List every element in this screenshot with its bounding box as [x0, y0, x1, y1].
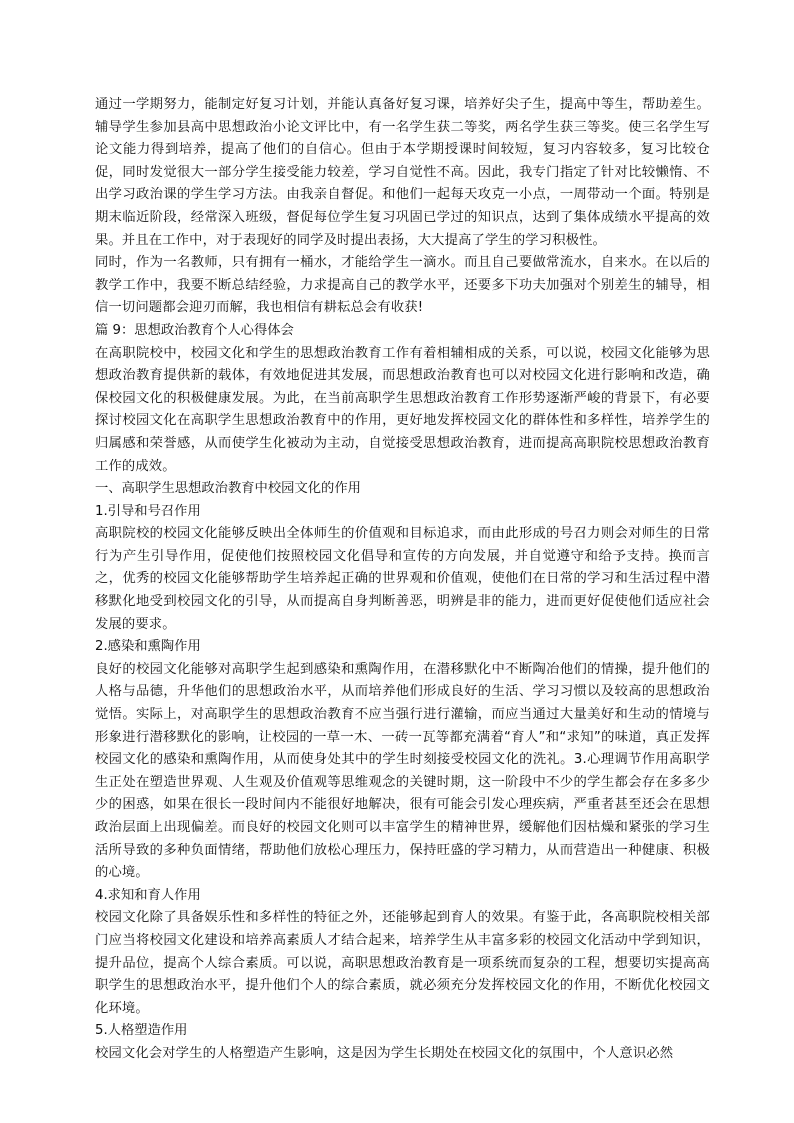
paragraph-influence: 良好的校园文化能够对高职学生起到感染和熏陶作用，在潜移默化中不断陶冶他们的情操，提升他们的人格与品德，升华他们的思想政治水平，从而培养他们形成良好的生活、学习习惯以及较高的思想政治觉悟。实际上，对高职学生的思想政治教育不应当强行进行灌输，而应当通过大量美好和生动的情境与形象进行潜移默化的影响，让校园的一草一木、一砖一瓦等都充满着“育人”和“求知”的味道，真正发挥校园文化的感染和熏陶作用，从而使身处其中的学生时刻接受校园文化的洗礼。3.心理调节作用高职学生正处在塑造世界观、人生观及价值观等思维观念的关键时期，这一阶段中不少的学生都会存在多多少少的困惑，如果在很长一段时间内不能很好地解决，很有可能会引发心理疾病，严重者甚至还会在思想政治层面上出现偏差。而良好的校园文化则可以丰富学生的精神世界，缓解他们因枯燥和紧张的学习生活所导致的多种负面情绪，帮助他们放松心理压力，保持旺盛的学习精力，从而营造出一种健康、积极的心境。 [95, 661, 710, 881]
paragraph-personality: 校园文化会对学生的人格塑造产生影响，这是因为学生长期处在校园文化的氛围中，个人意识必然 [95, 1045, 674, 1061]
section-title-article-9: 篇 9：思想政治教育个人心得体会 [95, 322, 294, 338]
subheading-personality: 5.人格塑造作用 [95, 1023, 188, 1039]
paragraph-intro-campus-culture: 在高职院校中，校园文化和学生的思想政治教育工作有着相辅相成的关系，可以说，校园文化能够为思想政治教育提供新的载体，有效地促进其发展，而思想政治教育也可以对校园文化进行影响和改造，确保校园文化的积极健康发展。为此，在当前高职学生思想政治教育工作形势逐渐严峻的背景下，有必要探讨校园文化在高职学生思想政治教育中的作用，更好地发挥校园文化的群体性和多样性，培养学生的归属感和荣誉感，从而使学生化被动为主动，自觉接受思想政治教育，进而提高高职院校思想政治教育工作的成效。 [95, 345, 710, 474]
subheading-guidance: 1.引导和号召作用 [95, 503, 201, 519]
paragraph-education: 校园文化除了具备娱乐性和多样性的特征之外，还能够起到育人的效果。有鉴于此，各高职院校相关部门应当将校园文化建设和培养高素质人才结合起来，培养学生从丰富多彩的校园文化活动中学到知识，提升品位，提高个人综合素质。可以说，高职思想政治教育是一项系统而复杂的工程，想要切实提高高职学生的思想政治水平，提升他们个人的综合素质，就必须充分发挥校园文化的作用，不断优化校园文化环境。 [95, 910, 710, 1016]
paragraph-guidance: 高职院校的校园文化能够反映出全体师生的价值观和目标追求，而由此形成的号召力则会对师生的日常行为产生引导作用，促使他们按照校园文化倡导和宣传的方向发展，并自觉遵守和给予支持。换而言之，优秀的校园文化能够帮助学生培养起正确的世界观和价值观，使他们在日常的学习和生活过程中潜移默化地受到校园文化的引导，从而提高自身判断善恶，明辨是非的能力，进而更好促使他们适应社会发展的要求。 [95, 526, 710, 632]
heading-role-of-campus-culture: 一、高职学生思想政治教育中校园文化的作用 [95, 481, 361, 497]
subheading-education: 4.求知和育人作用 [95, 887, 201, 903]
subheading-influence: 2.感染和熏陶作用 [95, 639, 201, 655]
paragraph-teacher-reflection: 同时，作为一名教师，只有拥有一桶水，才能给学生一滴水。而且自己要做常流水，自来水。在以后的教学工作中，我要不断总结经验，力求提高自己的教学水平，还要多下功夫加强对个别差生的辅导，相信一切问题都会迎刃而解，我也相信有耕耘总会有收获! [95, 255, 710, 316]
paragraph-study-review: 通过一学期努力，能制定好复习计划，并能认真备好复习课，培养好尖子生，提高中等生，帮助差生。辅导学生参加县高中思想政治小论文评比中，有一名学生获二等奖，两名学生获三等奖。使三名学生写论文能力得到培养，提高了他们的自信心。但由于本学期授课时间较短，复习内容较多，复习比较仓促，同时发觉很大一部分学生接受能力较差，学习自觉性不高。因此，我专门指定了针对比较懒惰、不出学习政治课的学生学习方法。由我亲自督促。和他们一起每天攻克一小点，一周带动一个面。特别是期末临近阶段，经常深入班级，督促每位学生复习巩固已学过的知识点，达到了集体成绩水平提高的效果。并且在工作中，对于表现好的同学及时提出表扬，大大提高了学生的学习积极性。 [95, 97, 710, 248]
